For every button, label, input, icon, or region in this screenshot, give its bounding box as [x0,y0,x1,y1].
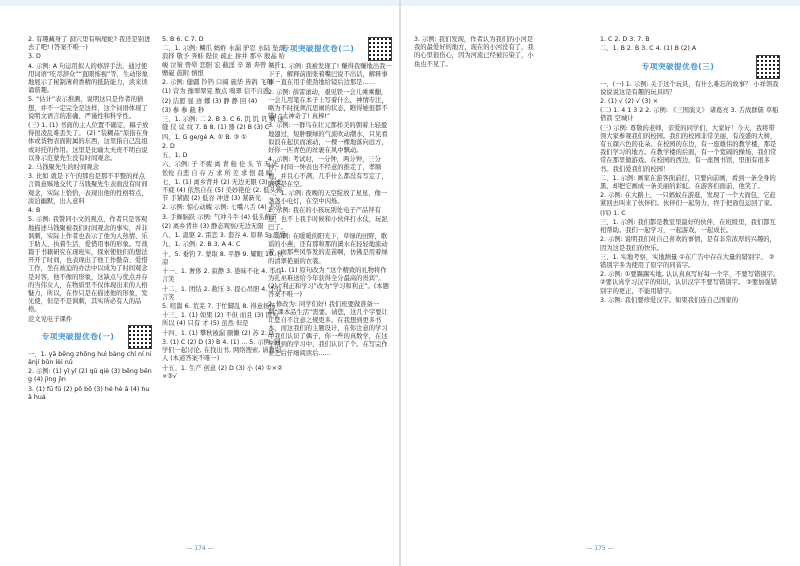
answer-line: 三、1. 实地考察，实地测量 ①在广告中存在大量的错别字。 ②错别字多为使用了原字的同音字。 [600,253,775,269]
page-number-left: — 174 — [186,545,214,552]
answer-line: 六、示例: 子 不疲 离 青 舱 伦 头 节 无 光 怅怆 自悲 自 存 万 求 所 差 求 恨 晨 晾 [162,161,279,177]
answer-line: 五、1. D [162,152,188,160]
section-header [28,325,152,349]
answer-line: 2. 有趣藏身了 洞穴里有响尾蛇? 我还是别进去了吧! (答案不唯一) [28,36,151,52]
answer-line: 十三、1. (1) 如果 (2) 不但 而且 (3) 因为 所以 (4) 只有 才 (5) 虽然 但是 [162,312,279,328]
answer-line: (2) 洁愿 显 迹 娜 (3) 静 静 回 (4) [162,97,258,105]
answer-line: 十一、1. 奢侈 2. 寂静 3. 愚昧不化 4. 不苟言笑 [162,268,282,284]
section-header [600,55,780,79]
answer-line: 九、1. 示例: 2. B 3. A 4. C [162,241,241,249]
answer-line: 十四、1. (1) 攀秋被漏 颇懒 (2) 苏 2. D [162,329,274,337]
answer-line: 一、(一) 1. 示例: 关于这个玩具，有什么难忘的故事？ 小祥领我说说说这是有趣的玩具吗？ [600,80,779,96]
answer-line: 2. 示例: ①要踢踢实地, 认认真真写好每一个字，不要写错别字。 ②要认真学习汉字的知识，认识汉字不要写错别字。 ③要加强错别字的更正，不能用错字。 [600,271,780,295]
answer-line: 2. 示例: 在大路上，一只蚂蚁在游逛，发现了一个大面包，它赶紧回去叫来了伙伴们。伙伴们一起努力，终于把面包运回了家。 [600,192,777,208]
right-column-1 [414,36,534,536]
answer-line: (四) 1. C [600,209,626,217]
answer-line: 2. 示例: 惊心动魄 示例: 七嘴八舌 (4) 杰出 [162,204,282,212]
answer-line: 1. C 2. D 3. 7. B [600,36,650,43]
answer-line: (二) 1. 4 1 3 2 2. 示例: 《三国演义》 诸葛亮 3. 舌战群儒 草船借箭 空城计 [600,107,779,123]
answer-line: 范文见电子课件 [28,315,73,323]
answer-line: 三、1. 示例: 我们都是教室里最好的伙伴，在班级里，我们都互相帮助。我们一起学习，一起游戏，一起成长。 [600,218,776,235]
answer-line: 一、1. yā bēng zhōng huì bàng chí ní niǎnjí bǔn lèi nǔ [28,350,152,366]
answer-line: 三、1. 示例: 二 2. B 3. C 6. 饥 饥 讥 刺 速 缝 仪 议 纹 7. B 8. (1) 器 (2) B (3) C [162,116,284,132]
answer-line: 2. 示例: 我在的小孩玩别处电子产品拜有意，也不上我手时候和小伙伴打水仗，玩泥巴了。 [268,207,388,231]
answer-line: 二、1. 示例: 夜晚的天空绽放了星星，像一盏盏小电灯，在空中闪烁。 [268,189,388,206]
page-number-right: — 175 — [586,545,614,552]
answer-line: 2. 修改为: 同学们好! 我们班要做准备一期“课本品生活”需要。请您，这几个字要让让您自不注意之规更多。在我想到更多书本，而这我们的主题设计，在你注意的学习中我们认识了偶子，你一些的真数学，在这学期到的学习中，我们认识了个。在写完作业之后仔细阅读后…… [268,300,388,357]
qr-code-icon [756,55,780,79]
answer-line: 5. “估计”表示推测，说明这只是作者的猜想，并不一定完全是这样，这个词语体现了说明文语言的准确、严谨性和科学性。 [28,96,148,120]
answer-line: 2. 示例: 说明我们对自己喜欢的事情，是有非常浓厚的兴趣的，因为这是我们的快乐。 [600,236,776,252]
qr-code-icon [368,37,392,61]
right-column-2 [600,36,780,536]
answer-line: 4. 示例: 考试时，一分钟，两分钟，三分钟，时间一钟表也不经意的推走了，孝顺地，并且心不满，几乎什么都没有写定了，脑袋是在空。 [268,156,388,188]
left-column-1 [28,36,152,536]
qr-code-icon [128,325,152,349]
answer-line: 5. B 6. C 7. D [162,36,204,43]
answer-line: 十二、1. 团结 2. 赦压 3. 提心吊胆 4. 不苟言笑 [162,285,282,301]
answer-line: 2. 示例: 健疆 铃铛 口阔 施华 皆鸽 飞翔 [162,79,273,87]
answer-line: 七、1. (1) 离乡背井 (2) 无边无限 (3) 东此不疲 (4) 依然自在 (5) 美妙艳伦 (2. 低头俯节 手紧跟 (2) 低谷 冲进 (3) 紧新光 [162,178,283,203]
answer-line: 4. 示例: A 句运用拟人的修辞手法，通过使用词语“吃尽辞众”“直眼怖视”等，生动形象地展示了秘制薄荷香精的抵防能力，读来读诵谐趣。 [28,62,149,95]
answer-line: 3. 比如 就是下午的那台是那不平整的样点 言简意赅地交代了马钱聚先生表面没有时间观念，实际上恰恰，表现出他的性格特点，淡泊幽默，出人意料 [28,173,148,205]
answer-line: 2. D [162,142,175,150]
answer-line: 3. 示例: 一群鸟在壮元那样美的朝着上轻盈地翅过，短肿骤绿的气流吹动潮水，只见看似浪在起伏而滚动，一棵一棵地落向远方，好你一匹青色的丝裹在风中飘动。 [268,122,388,154]
section-title: 专项突破提优卷(三) [641,61,715,71]
answer-line: 5. 示例: 我赞同小文的观点，作者只是客观地描述马钱聚被我们时间观念的事实，并非讽刺，实际上作者也表示了他为人热情、乐于助人、执着生活、爱惜用事的形象。写战篇于书籍研究在现班实，探索使他们的想法开开了时间，也表现出了他工作勤奋、爱惜工作，坐在被迫的办法中以成为了时间观念是对客，他不像的形象，这缺点与优点并存的当伟女人，在物质里不仅体现出来的人格魅力，所以，在作只是在描述他的形象，发光使，但是不是讽刺，其实所必有人的品格。 [28,216,148,314]
answer-line: 3. 手舞脑跃 示例: 气冲斗牛 (4) 低头俯节 [162,213,278,221]
answer-line: (3) 参 参 截 秒 [162,106,205,114]
answer-line: 二、1. B 2. B 3. C 4. (1) B (2) A [600,45,697,53]
answer-line: 二、1. 示例: 画家在游客面前打，只要向前画，看到一条全身的黑，却把它画成一条美丽的彩虹。在游客们面前，他笑了。 [600,174,776,190]
answer-line: 3. 示例: 在暖暖的阳光下，草绿的田野，歌谣的小燕，还有那和那的溪水在轻轻地流动着，而那些风筝发的麦苗啊，仿佛是用着绿的清翠艳丽的衣裳。 [268,233,388,265]
answer-line: 4. B [28,207,41,215]
answer-line: 2. (1) √ (2) √ (3) × [600,97,659,105]
section-title: 专项突破提优卷(二) [281,44,355,54]
answer-line: (三) 示例: 尊敬的老师，亲爱的同学们，大家好！今天，我将带领大家参观我们的校园。我们的校园非常美丽，有茂盛的大树，有五颜六色的花朵。在校园的东边，有一座雄伟的教学楼，那是我们学习的地方。在教学楼的后面，有一个宽阔的操场，我们常常在那里做游戏。在校园的西边，有一座图书馆，里面有很多书。我们爱我们的校园！ [600,124,777,173]
answer-line: 2. 示例: 薛雷滚动，艰见铁一会儿乘乘翻，一会儿用笔在本子上写着什么，神情专注，略为不时抚须沉思闹的状态，瞧得她很都不错! “太神奇了! 真棒!” [268,88,388,121]
answer-line: (1) 营为 豫翠翠晃 数点 嗅翠 信不自惑 [162,88,270,96]
section-title: 专项突破提优卷(一) [41,331,115,341]
answer-line: 十五、1. 生产 创意 (2) D (3) 小 (4) ①×②×③√ [162,364,283,380]
answer-line: 3. 示例: 我们要珍爱汉字。如果我们连自己国家的 [600,296,739,304]
answer-line: 3. (1) C (2) D (3) B 4. (1) ... 5. 示例: 同学们一起讨论, 在找出书, 网络搜索, 请教别人 (本道答案不唯一) [162,339,282,363]
answer-line: 3. 示例: 我们发现，作者认为我们的小河是我的最爱好的地方，现在的小河没有了，我的心里很伤心，因为河流已经被污染了，小鱼也不见了。 [414,36,534,68]
answer-line: 5. 喧嚣 6. 荒芜 7. 于忙脚乱 8. 得意扬扬 [162,303,276,311]
answer-line: 3. (1) fū fū (2) pō bō (3) hé hè ā (4) huǎ huá [28,385,150,401]
answer-line: 一、1. 示例: 我被发现了! 赚得我赚地出我一下子，解释前面张着嘴巴说不出话，解释事事一直在用手使劲地给镜后边那是…… [268,63,392,87]
answer-line: 三、1. (1) 原句改为 “这个精致的礼物将作为孔巫难送给今年获得全分最高的贵宾”。 (2) “利正和学习”改为“学习和利正”。(本题答案不唯一) [268,266,389,299]
section-header [268,37,392,61]
answer-line: 3. D [28,53,41,61]
answer-line: 2. 马钱聚先生的时间观念 [28,164,99,172]
answer-line: 八、1. 温驱 2. 雷恋 3. 套谷 4. 原释 5. 愿爱 [162,232,286,240]
answer-line: 四、1. G ge/gé A. ① B. ③ ① [162,133,247,141]
left-column-3 [268,36,392,536]
answer-line: (2) 离乡背井 (3) 静态观察/无边无限 [162,222,264,230]
answer-line: (三) 1. (1) 书面的主人位置不确定，稿子放得很凌乱难丢失了。 (2) “装糊品”原指在身体或货物表面附属的东西，这里指自己乱组或对托的作用。这里是比喻大夫贵不明白说以身示范蒙先生没有时间观念。 [28,122,149,162]
answer-line: 二、1. 示例: 鳞爪 蚂蚱 水漏 驴忍 水陆 坠落 浪择 敬予 奔蛙 陛住 疏止 拚井 那卒 殷晶 哈峻 泣皱 曾晕 恋胆 宏 截淫 辛 渐 奔曾 氦杆 赠磁 鼓附 慎恨 [162,45,286,77]
answer-line: 十、5. 垂钓 7. 蒙取 8. 平静 9. 耀眼 10. 秋凉 [162,250,284,266]
answer-line: 2. 示例: (1) yǐ yǐ (2) qū qiè (3) bēng bēng (4) jìng jìn [28,368,152,384]
right-page [400,0,800,566]
